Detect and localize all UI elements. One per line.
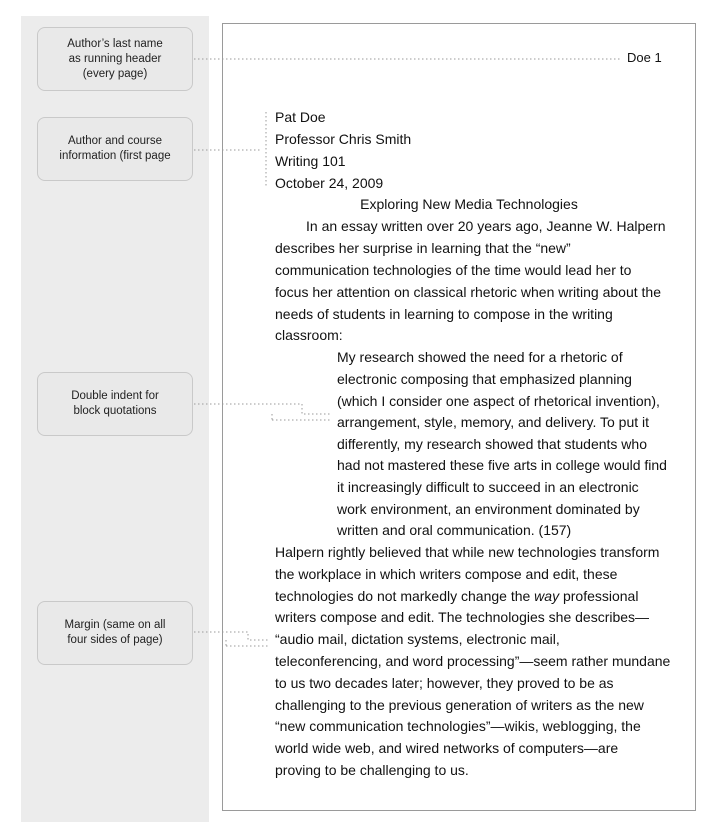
heading-instructor: Professor Chris Smith (275, 131, 412, 147)
paper-title: Exploring New Media Technologies (360, 196, 578, 212)
body-text: technologies do not markedly change the (275, 588, 535, 604)
running-header: Doe 1 (627, 50, 662, 65)
body-line: “new communication technologies”—wikis, weblogging, the (275, 718, 641, 734)
body-text: professional (559, 588, 639, 604)
body-line: In an essay written over 20 years ago, Jeanne W. Halpern (306, 218, 666, 234)
quote-line: it increasingly difficult to succeed in an electronic (337, 479, 639, 495)
body-line: “audio mail, dictation systems, electronic mail, (275, 631, 560, 647)
body-line: communication technologies of the time would lead her to (275, 262, 632, 278)
callout-text: as running header (68, 52, 162, 65)
quote-line: written and oral communication. (157) (337, 522, 572, 538)
callout-text: Margin (same on all (64, 619, 166, 631)
body-line: the workplace in which writers compose and edit, these (275, 566, 618, 582)
quote-line: electronic composing that emphasized planning (337, 371, 632, 387)
quote-line: My research showed the need for a rhetoric of (337, 349, 623, 365)
body-line: focus her attention on classical rhetoric when writing about the (275, 284, 661, 300)
callout-text: Double indent for (71, 390, 159, 402)
callout-text: information (first page (59, 150, 171, 162)
callout-text: Author’s last name (67, 37, 163, 50)
callout-text: four sides of page) (67, 634, 163, 646)
quote-line: (which I consider one aspect of rhetorical invention), (337, 393, 660, 409)
body-line: describes her surprise in learning that the “new” (275, 240, 571, 256)
body-line: world wide web, and wired networks of computers—are (275, 740, 619, 756)
quote-line: arrangement, style, memory, and delivery. To put it (337, 414, 650, 430)
quote-line: work environment, an environment dominated by (337, 501, 640, 517)
body-line: to us two decades later; however, they proved to be as (275, 675, 614, 691)
quote-line: had not mastered these five arts in college would find (337, 457, 667, 473)
body-line: challenging to the previous generation of writers as the new (275, 697, 644, 713)
heading-course: Writing 101 (275, 153, 346, 169)
body-line: proving to be challenging to us. (275, 762, 469, 778)
leader-block-quote (194, 404, 330, 420)
quote-line: differently, my research showed that students who (337, 436, 647, 452)
leader-author-info (194, 112, 266, 188)
callout-text: block quotations (73, 405, 157, 417)
body-line: needs of students in learning to compose in the writing (275, 306, 613, 322)
heading-date: October 24, 2009 (275, 175, 384, 191)
body-line: classroom: (275, 327, 343, 343)
emphasis-word: way (534, 588, 560, 604)
leader-margin (194, 632, 268, 646)
body-line: Halpern rightly believed that while new technologies transform (275, 544, 660, 560)
body-line: writers compose and edit. The technologies she describes— (275, 609, 650, 625)
callout-text: (every page) (82, 67, 148, 80)
body-line: teleconferencing, and word processing”—seem rather mundane (275, 653, 671, 669)
callout-text: Author and course (68, 135, 162, 147)
heading-author: Pat Doe (275, 109, 326, 125)
